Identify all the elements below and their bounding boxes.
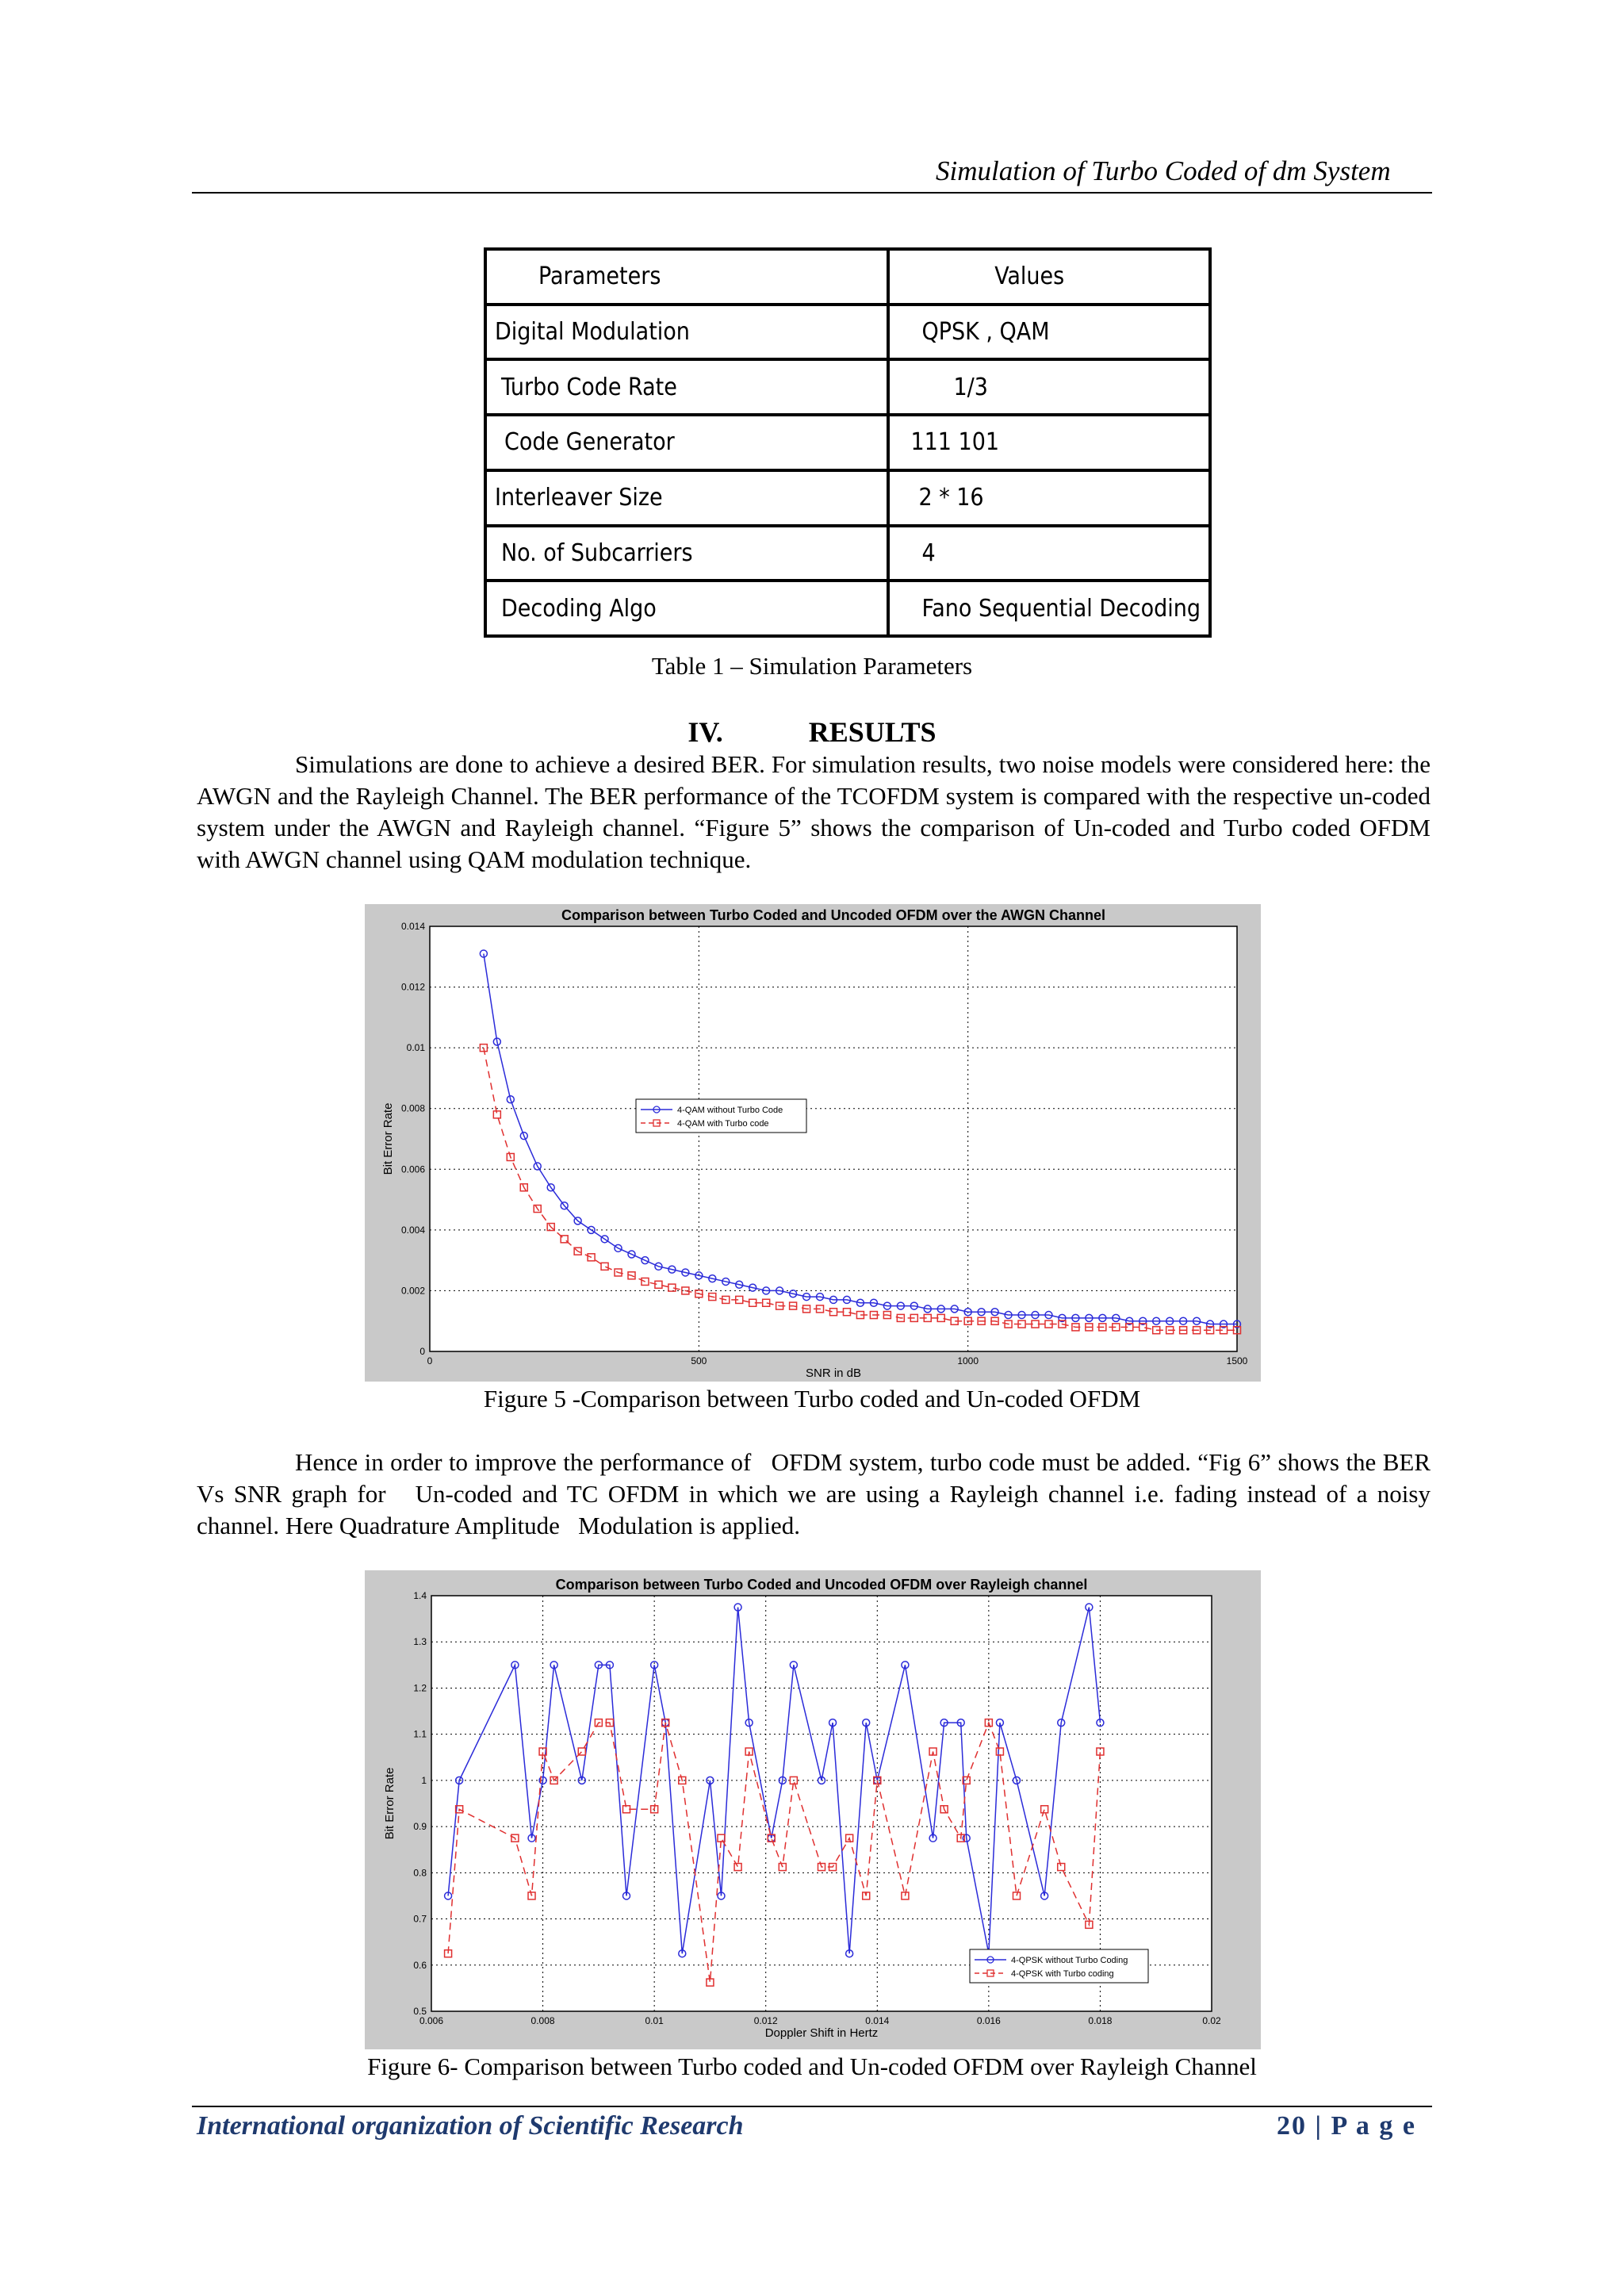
table-cell: Code Generator <box>485 415 888 470</box>
figure-6-caption: Figure 6- Comparison between Turbo coded and Un-coded OFDM over Rayleigh Channel <box>367 2053 1257 2080</box>
table-row <box>485 415 1210 470</box>
running-title: Simulation of Turbo Coded of dm System <box>936 155 1391 186</box>
y-tick-label: 0.8 <box>413 1867 427 1879</box>
footer-page-number: 20 | P a g e <box>1277 2111 1416 2141</box>
legend-entry: 4-QPSK with Turbo coding <box>1011 1969 1114 1979</box>
figure-6-chart <box>365 1570 1261 2049</box>
parameters-table <box>484 247 1212 638</box>
x-tick-label: 0 <box>427 1355 433 1366</box>
paragraph: Simulations are done to achieve a desired BER. For simulation results, two noise models were considered here: the AWGN and the Rayleigh Channel. The BER performance of the TCOFDM system is compared with the respective un-coded system under the AWGN and Rayleigh channel. “Figure 5” shows the comparison of Un-coded and Turbo coded OFDM with AWGN channel using QAM modulation technique. <box>197 750 1431 873</box>
x-tick-label: 0.01 <box>645 2015 664 2026</box>
y-tick-label: 0.012 <box>400 981 425 993</box>
table-cell: 4 <box>888 526 1210 581</box>
table-row <box>485 526 1210 581</box>
y-tick-label: 0.008 <box>400 1102 425 1114</box>
rayleigh-chart-svg <box>365 1570 1261 2049</box>
table-cell: QPSK , QAM <box>888 305 1210 360</box>
chart-title: Comparison between Turbo Coded and Uncoded OFDM over Rayleigh channel <box>555 1577 1088 1593</box>
table-caption: Table 1 – Simulation Parameters <box>651 652 973 680</box>
table-cell: 2 * 16 <box>888 470 1210 526</box>
y-tick-label: 0.002 <box>400 1285 425 1297</box>
x-tick-label: 0.012 <box>753 2015 778 2026</box>
x-tick-label: 0.016 <box>976 2015 1001 2026</box>
y-tick-label: 0.6 <box>413 1959 427 1971</box>
legend-entry: 4-QAM without Turbo Code <box>677 1106 783 1115</box>
y-tick-label: 0.5 <box>413 2006 427 2017</box>
plot-area <box>430 926 1237 1351</box>
table-cell: No. of Subcarriers <box>485 526 888 581</box>
x-axis-label: SNR in dB <box>805 1366 862 1380</box>
x-tick-label: 0.008 <box>530 2015 555 2026</box>
y-tick-label: 0 <box>419 1346 425 1357</box>
y-tick-label: 1 <box>421 1774 427 1786</box>
table-cell: Digital Modulation <box>485 305 888 360</box>
table-cell: 111 101 <box>888 415 1210 470</box>
table-row <box>485 305 1210 360</box>
y-tick-label: 0.006 <box>400 1163 425 1175</box>
x-tick-label: 0.014 <box>865 2015 890 2026</box>
x-axis-label: Doppler Shift in Hertz <box>764 2026 879 2040</box>
table-header-row <box>485 249 1210 305</box>
y-tick-label: 1.2 <box>413 1682 427 1694</box>
y-axis-label: Bit Error Rate <box>381 1102 395 1175</box>
x-tick-label: 1000 <box>957 1355 979 1366</box>
plot-area <box>431 1596 1212 2011</box>
table-row <box>485 581 1210 636</box>
y-tick-label: 0.9 <box>413 1821 427 1833</box>
y-tick-label: 1.4 <box>413 1590 427 1601</box>
y-tick-label: 0.014 <box>400 921 425 932</box>
y-axis-label: Bit Error Rate <box>383 1767 396 1840</box>
x-tick-label: 0.006 <box>419 2015 444 2026</box>
y-tick-label: 0.004 <box>400 1224 425 1236</box>
y-tick-label: 0.01 <box>406 1042 425 1054</box>
table-cell: Fano Sequential Decoding <box>888 581 1210 636</box>
x-tick-label: 500 <box>691 1355 707 1366</box>
y-tick-label: 1.3 <box>413 1636 427 1648</box>
table-row <box>485 359 1210 415</box>
paragraph: Hence in order to improve the performance of OFDM system, turbo code must be added. “Fig 6” shows the BER Vs SNR graph for Un-coded and TC OFDM in which we are using a Rayleigh channel i.e. fading instead of a noisy channel. Here Quadrature Amplitude Modulation is applied. <box>197 1448 1437 1539</box>
table-cell: Turbo Code Rate <box>485 359 888 415</box>
figure-5-caption: Figure 5 -Comparison between Turbo coded and Un-coded OFDM <box>483 1385 1141 1412</box>
awgn-chart-svg <box>365 904 1261 1382</box>
section-heading <box>0 715 1624 749</box>
table-cell: Decoding Algo <box>485 581 888 636</box>
table-cell: 1/3 <box>888 359 1210 415</box>
legend-entry: 4-QPSK without Turbo Coding <box>1011 1956 1128 1965</box>
y-tick-label: 0.7 <box>413 1913 427 1925</box>
figure-5-chart <box>365 904 1261 1382</box>
y-tick-label: 1.1 <box>413 1728 427 1740</box>
table-header-cell: Parameters <box>485 249 888 305</box>
x-tick-label: 0.018 <box>1088 2015 1113 2026</box>
footer-rule <box>192 2106 1432 2107</box>
table-row <box>485 470 1210 526</box>
header-rule <box>192 192 1432 194</box>
legend-entry: 4-QAM with Turbo code <box>677 1119 769 1129</box>
section-number: IV. <box>688 716 723 748</box>
x-tick-label: 1500 <box>1226 1355 1248 1366</box>
footer-organization: International organization of Scientific Research <box>197 2111 744 2141</box>
table-header-cell: Values <box>888 249 1210 305</box>
section-title: RESULTS <box>808 716 936 748</box>
x-tick-label: 0.02 <box>1202 2015 1221 2026</box>
table-cell: Interleaver Size <box>485 470 888 526</box>
chart-title: Comparison between Turbo Coded and Uncoded OFDM over the AWGN Channel <box>561 907 1106 923</box>
